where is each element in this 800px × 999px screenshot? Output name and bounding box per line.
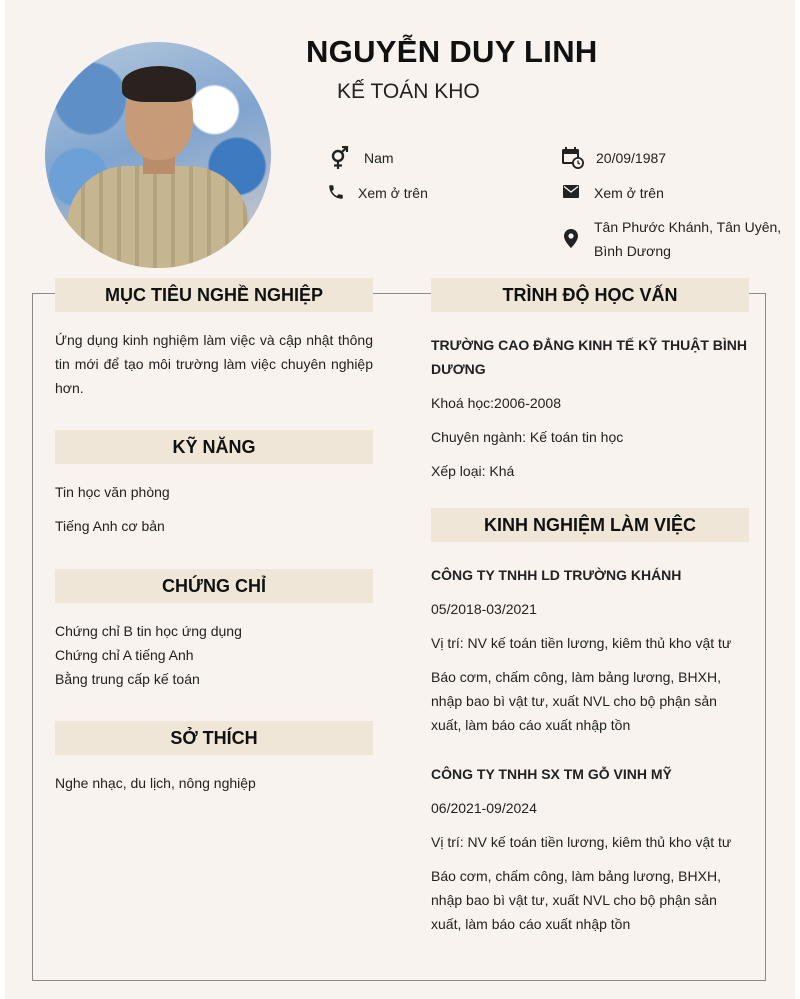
profile-photo <box>45 42 271 268</box>
hobbies-text: Nghe nhạc, du lịch, nông nghiệp <box>55 775 256 791</box>
calendar-clock-icon <box>561 146 585 170</box>
job-period: 06/2021-09/2024 <box>431 800 537 816</box>
gender-text: Nam <box>364 150 394 166</box>
experience-heading: KINH NGHIỆM LÀM VIỆC <box>431 508 749 542</box>
objective-text: Ứng dụng kinh nghiệm làm việc và cập nhật thông tin mới để tạo môi trường làm việc chuyên nghiệp hơn. <box>55 332 373 396</box>
location-pin-icon <box>564 229 578 248</box>
job-position: Vị trí: NV kế toán tiền lương, kiêm thủ kho vật tư <box>431 834 732 850</box>
certificate-item: Chứng chỉ A tiếng Anh <box>55 647 194 663</box>
skill-item: Tiếng Anh cơ bản <box>55 518 165 534</box>
school-name-line-2: DƯƠNG <box>431 361 486 377</box>
email-text: Xem ở trên <box>594 185 664 201</box>
education-grade: Xếp loại: Khá <box>431 463 515 479</box>
job-description: Báo cơm, chấm công, làm bảng lương, BHXH, nhập bao bì vật tư, xuất NVL cho bộ phận sản xuất, làm báo cáo xuất nhập tồn <box>431 868 721 932</box>
skill-item: Tin học văn phòng <box>55 484 170 500</box>
job-period: 05/2018-03/2021 <box>431 601 537 617</box>
job-description: Báo cơm, chấm công, làm bảng lương, BHXH, nhập bao bì vật tư, xuất NVL cho bộ phận sản xuất, làm báo cáo xuất nhập tồn <box>431 669 721 733</box>
job-company: CÔNG TY TNHH SX TM GỖ VINH MỸ <box>431 766 672 782</box>
education-heading: TRÌNH ĐỘ HỌC VẤN <box>431 278 749 312</box>
job-position: Vị trí: NV kế toán tiền lương, kiêm thủ kho vật tư <box>431 635 732 651</box>
skills-heading: KỸ NĂNG <box>55 430 373 464</box>
education-major: Chuyên ngành: Kế toán tin học <box>431 429 624 445</box>
school-name-line-1: TRƯỜNG CAO ĐẲNG KINH TẾ KỸ THUẬT BÌNH <box>431 337 747 353</box>
candidate-name: NGUYỄN DUY LINH <box>306 34 598 69</box>
certificate-item: Bằng trung cấp kế toán <box>55 671 200 687</box>
address-line-1: Tân Phước Khánh, Tân Uyên, <box>594 219 782 235</box>
gender-icon <box>328 146 350 170</box>
certificates-heading: CHỨNG CHỈ <box>55 569 373 603</box>
birthdate-text: 20/09/1987 <box>596 150 667 166</box>
job-company: CÔNG TY TNHH LD TRƯỜNG KHÁNH <box>431 567 682 583</box>
objective-heading: MỤC TIÊU NGHỀ NGHIỆP <box>55 278 373 312</box>
phone-icon <box>327 183 345 201</box>
envelope-icon <box>563 185 579 198</box>
hobbies-heading: SỞ THÍCH <box>55 721 373 755</box>
candidate-role: KẾ TOÁN KHO <box>337 80 480 103</box>
phone-text: Xem ở trên <box>358 185 428 201</box>
certificate-item: Chứng chỉ B tin học ứng dụng <box>55 623 242 639</box>
education-period: Khoá học:2006-2008 <box>431 395 561 411</box>
address-line-2: Bình Dương <box>594 243 671 259</box>
